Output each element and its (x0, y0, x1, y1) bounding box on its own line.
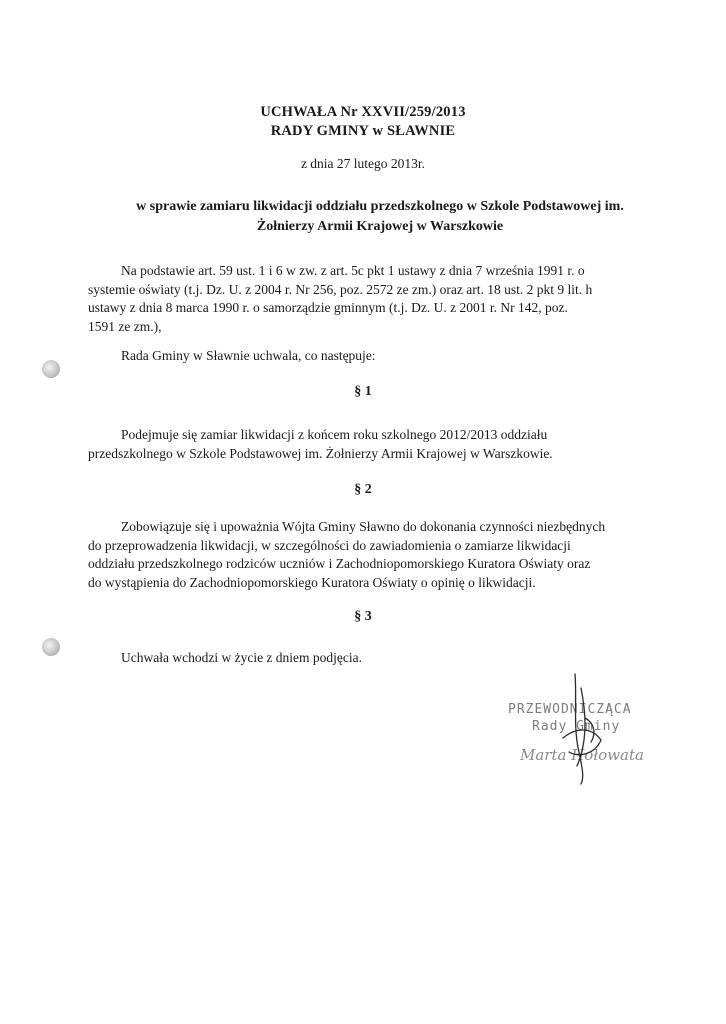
stamp-name: Marta Hołowata (520, 746, 644, 764)
paragraph-line: Na podstawie art. 59 ust. 1 i 6 w zw. z art. 5c pkt 1 ustawy z dnia 7 września 1991 r. o (121, 263, 585, 278)
paragraph-line: oddziału przedszkolnego rodziców uczniów i Zachodniopomorskiego Kuratora Oświaty oraz (88, 556, 591, 571)
section-2-text (88, 518, 644, 592)
legal-basis-paragraph (88, 262, 644, 336)
section-heading: § 2 (354, 482, 372, 497)
resolves-clause: Rada Gminy w Sławnie uchwala, co następuje: (121, 348, 376, 363)
resolution-title: UCHWAŁA Nr XXVII/259/2013 (260, 104, 466, 120)
paragraph-line: systemie oświaty (t.j. Dz. U. z 2004 r. Nr 256, poz. 2572 ze zm.) oraz art. 18 ust. 2 pkt 9 lit. h (88, 281, 593, 297)
council-name: RADY GMINY w SŁAWNIE (270, 123, 456, 139)
paragraph-line: do wystąpienia do Zachodniopomorskiego Kuratora Oświaty o opinię o likwidacji. (88, 574, 536, 590)
resolution-subject (100, 197, 660, 237)
paragraph-line: Podejmuje się zamiar likwidacji z końcem roku szkolnego 2012/2013 oddziału (121, 427, 548, 442)
stamp-title: PRZEWODNICZĄCA (508, 702, 632, 717)
paragraph-line: ustawy z dnia 8 marca 1990 r. o samorządzie gminnym (t.j. Dz. U. z 2001 r. Nr 142, poz. (88, 300, 568, 315)
stamp-council: Rady Gminy (532, 719, 621, 734)
punch-hole-icon (42, 638, 60, 656)
paragraph-line: Zobowiązuje się i upoważnia Wójta Gminy Sławno do dokonania czynności niezbędnych (121, 519, 606, 534)
punch-hole-icon (42, 360, 60, 378)
paragraph-line: 1591 ze zm.), (88, 318, 162, 334)
section-heading: § 3 (354, 609, 372, 624)
handwritten-signature-icon (555, 668, 615, 788)
paragraph-line: Uchwała wchodzi w życie z dniem podjęcia. (121, 650, 363, 665)
paragraph-line: do przeprowadzenia likwidacji, w szczególności do zawiadomienia o zamiarze likwidacji (88, 537, 571, 553)
subject-line: w sprawie zamiaru likwidacji oddziału przedszkolnego w Szkole Podstawowej im. (136, 199, 624, 214)
section-3-text (88, 649, 644, 668)
section-heading: § 1 (354, 384, 372, 399)
subject-line: Żołnierzy Armii Krajowej w Warszkowie (256, 219, 504, 234)
resolution-date: z dnia 27 lutego 2013r. (300, 156, 426, 171)
section-1-text (88, 426, 644, 463)
paragraph-line: przedszkolnego w Szkole Podstawowej im. Żołnierzy Armii Krajowej w Warszkowie. (88, 445, 553, 461)
